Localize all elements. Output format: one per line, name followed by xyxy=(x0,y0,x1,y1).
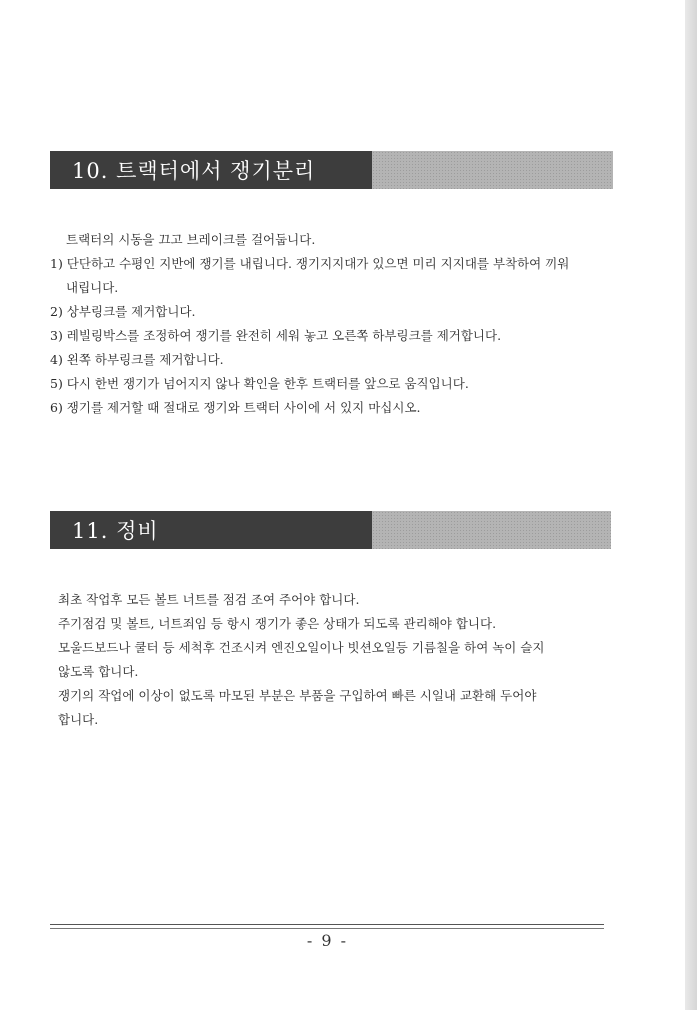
page-edge xyxy=(685,0,697,1010)
section-11-line: 주기점검 및 볼트, 너트죄임 등 항시 쟁기가 좋은 상태가 되도록 관리해야 합니다. xyxy=(58,616,497,631)
section-10-line: 4) 왼쪽 하부링크를 제거합니다. xyxy=(50,352,224,367)
section-10-body xyxy=(50,228,620,420)
section-11-header xyxy=(50,511,611,549)
section-10-line: 5) 다시 한번 쟁기가 넘어지지 않나 확인을 한후 트랙터를 앞으로 움직입니다. xyxy=(50,376,469,391)
section-10-header xyxy=(50,151,613,189)
section-10-line: 2) 상부링크를 제거합니다. xyxy=(50,304,196,319)
section-10-line: 트랙터의 시동을 끄고 브레이크를 걸어둡니다. xyxy=(66,232,316,247)
section-10-line: 3) 레빌링박스를 조정하여 쟁기를 완전히 세워 놓고 오른쪽 하부링크를 제거합니다. xyxy=(50,328,502,343)
section-11-title: 11. 정비 xyxy=(50,511,372,549)
section-11-line: 쟁기의 작업에 이상이 없도록 마모된 부분은 부품을 구입하여 빠른 시일내 교환해 두어야 xyxy=(58,688,537,703)
section-10-line: 내립니다. xyxy=(66,280,119,295)
section-10-line: 1) 단단하고 수평인 지반에 쟁기를 내립니다. 쟁기지지대가 있으면 미리 지지대를 부착하여 끼워 xyxy=(50,256,570,271)
page-number: - 9 - xyxy=(306,931,349,950)
footer-rule xyxy=(50,924,604,929)
section-10-header-pattern xyxy=(372,151,613,189)
section-11-line: 최초 작업후 모든 볼트 너트를 점검 조여 주어야 합니다. xyxy=(58,592,360,607)
section-11-line: 않도록 합니다. xyxy=(58,664,139,679)
section-10-title: 10. 트랙터에서 쟁기분리 xyxy=(50,151,372,189)
section-11-body xyxy=(58,588,628,732)
section-11-line: 모울드보드나 쿨터 등 세척후 건조시켜 엔진오일이나 빗션오일등 기름칠을 하여 녹이 슬지 xyxy=(58,640,545,655)
section-11-line: 합니다. xyxy=(58,712,99,727)
section-11-header-pattern xyxy=(372,511,611,549)
section-10-line: 6) 쟁기를 제거할 때 절대로 쟁기와 트랙터 사이에 서 있지 마십시오. xyxy=(50,400,421,415)
